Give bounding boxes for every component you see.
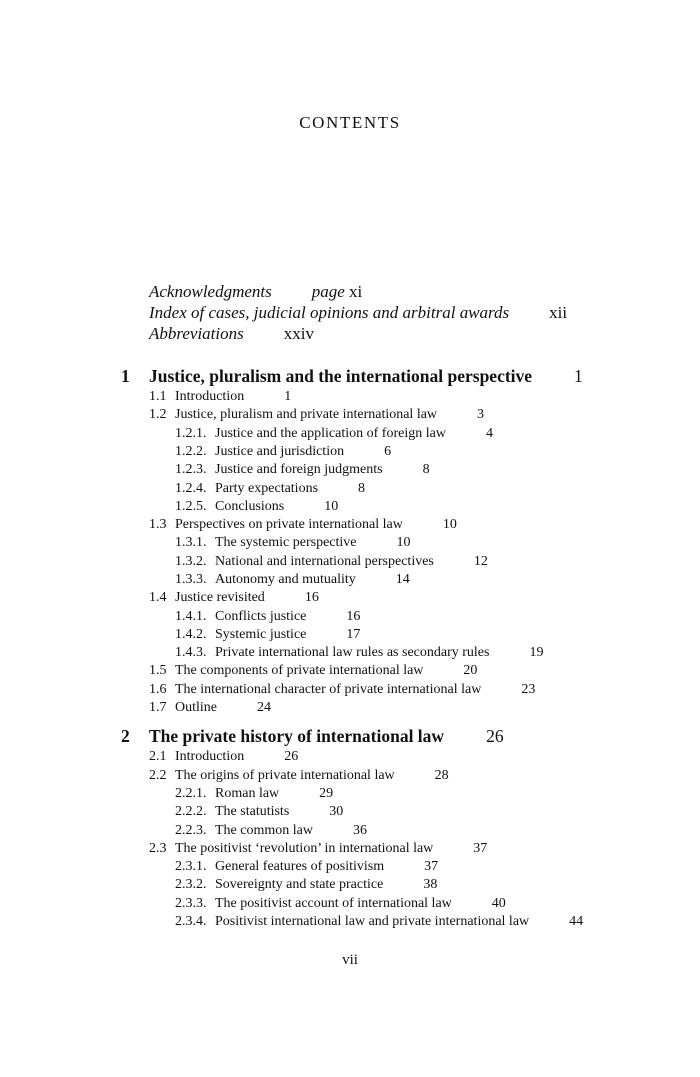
section-title: Outline (175, 700, 217, 715)
page-number: 26 (284, 749, 299, 764)
toc-section[interactable] (149, 663, 477, 679)
toc-subsection[interactable] (175, 481, 365, 497)
section-title: The origins of private international law (175, 768, 395, 783)
chapter-title: Justice, pluralism and the international perspective (149, 366, 533, 386)
toc-section[interactable] (149, 700, 271, 716)
subsection-number: 1.4.3. (175, 645, 207, 660)
toc-entry-index-of-cases[interactable] (149, 303, 567, 323)
chapter-title: The private history of international law (149, 726, 445, 746)
subsection-title: The statutists (215, 804, 290, 819)
toc-subsection[interactable] (175, 804, 343, 820)
subsection-number: 1.4.1. (175, 609, 207, 624)
page-number: 28 (434, 768, 449, 783)
toc-section[interactable] (149, 768, 449, 784)
page-number: 8 (422, 462, 430, 477)
toc-subsection[interactable] (175, 877, 437, 893)
toc-section[interactable] (149, 389, 291, 405)
subsection-title: Justice and jurisdiction (215, 444, 345, 459)
section-number: 2.1 (149, 749, 167, 764)
toc-subsection[interactable] (175, 609, 360, 625)
entry-title: Abbreviations (149, 324, 244, 343)
page-number: 3 (477, 407, 485, 422)
page-number: 4 (485, 426, 493, 441)
subsection-title: The positivist account of international law (215, 896, 452, 911)
subsection-title: Autonomy and mutuality (215, 572, 356, 587)
section-title: Justice, pluralism and private international law (175, 407, 438, 422)
toc-subsection[interactable] (175, 499, 338, 515)
toc-subsection[interactable] (175, 572, 410, 588)
subsection-title: Conflicts justice (215, 609, 307, 624)
chapter-number: 2 (121, 726, 130, 746)
page-number: 8 (358, 481, 366, 496)
section-title: Introduction (175, 389, 245, 404)
subsection-number: 1.2.4. (175, 481, 207, 496)
subsection-number: 1.4.2. (175, 627, 207, 642)
toc-subsection[interactable] (175, 896, 506, 912)
section-number: 2.2 (149, 768, 167, 783)
page-number: 44 (569, 914, 584, 929)
subsection-title: Roman law (215, 786, 280, 801)
subsection-number: 1.2.3. (175, 462, 207, 477)
subsection-number: 2.2.2. (175, 804, 207, 819)
subsection-title: Justice and the application of foreign law (215, 426, 446, 441)
chapter-number: 1 (121, 366, 130, 386)
section-number: 1.4 (149, 590, 167, 605)
subsection-title: Sovereignty and state practice (215, 877, 384, 892)
page-number: 24 (257, 700, 271, 715)
subsection-number: 1.2.1. (175, 426, 207, 441)
page-number: 38 (423, 877, 438, 892)
page-number: 1 (284, 389, 292, 404)
toc-subsection[interactable] (175, 859, 438, 875)
page-number: 14 (395, 572, 410, 587)
toc-subsection[interactable] (175, 914, 583, 930)
page-number: 30 (329, 804, 344, 819)
subsection-number: 1.3.1. (175, 535, 207, 550)
subsection-title: The systemic perspective (215, 535, 357, 550)
section-title: The positivist ‘revolution’ in international law (175, 841, 434, 856)
page-number: 17 (346, 627, 361, 642)
toc-chapter-1[interactable] (149, 366, 583, 387)
subsection-number: 2.3.1. (175, 859, 207, 874)
subsection-title: Private international law rules as secondary rules (215, 645, 490, 660)
subsection-title: Conclusions (215, 499, 285, 514)
page-number: 36 (352, 823, 367, 838)
section-number: 1.7 (149, 700, 167, 715)
section-title: Justice revisited (175, 590, 265, 605)
toc-subsection[interactable] (175, 535, 411, 551)
page-number: 16 (346, 609, 361, 624)
toc-subsection[interactable] (175, 554, 488, 570)
page-number: xi (349, 282, 363, 301)
page-number: 10 (396, 535, 411, 550)
toc-subsection[interactable] (175, 444, 391, 460)
page-number: 26 (486, 726, 504, 746)
entry-title: Acknowledgments (149, 282, 272, 301)
page-number: 16 (304, 590, 319, 605)
entry-title: Index of cases, judicial opinions and arbitral awards (149, 303, 510, 322)
subsection-title: General features of positivism (215, 859, 385, 874)
page-number: xxiv (283, 324, 314, 343)
page-number: 19 (529, 645, 544, 660)
page-number: xii (549, 303, 568, 322)
toc-section[interactable] (149, 749, 298, 765)
page-number: 10 (324, 499, 339, 514)
page-folio: vii (342, 952, 358, 968)
page-number: 1 (574, 366, 583, 386)
toc-section[interactable] (149, 682, 535, 698)
toc-chapter-2[interactable] (149, 726, 504, 747)
section-number: 2.3 (149, 841, 167, 856)
subsection-number: 1.3.3. (175, 572, 207, 587)
toc-section[interactable] (149, 517, 457, 533)
section-title: The international character of private international law (175, 682, 482, 697)
toc-subsection[interactable] (175, 426, 493, 442)
subsection-number: 1.3.2. (175, 554, 207, 569)
section-number: 1.5 (149, 663, 167, 678)
page-title: CONTENTS (299, 113, 401, 132)
toc-entry-abbreviations[interactable] (149, 324, 314, 344)
section-title: Perspectives on private international law (175, 517, 403, 532)
toc-subsection[interactable] (175, 645, 543, 661)
subsection-title: Positivist international law and private international law (215, 914, 530, 929)
subsection-title: The common law (215, 823, 313, 838)
page-number: 12 (473, 554, 488, 569)
section-title: The components of private international law (175, 663, 424, 678)
subsection-number: 2.2.1. (175, 786, 207, 801)
toc-subsection[interactable] (175, 823, 367, 839)
subsection-number: 2.3.4. (175, 914, 207, 929)
toc-section[interactable] (149, 590, 319, 606)
section-number: 1.1 (149, 389, 167, 404)
subsection-number: 1.2.2. (175, 444, 207, 459)
toc-subsection[interactable] (175, 786, 333, 802)
subsection-number: 1.2.5. (175, 499, 207, 514)
page-number: 10 (442, 517, 457, 532)
subsection-title: Systemic justice (215, 627, 307, 642)
page-number: 37 (473, 841, 488, 856)
page-number: 20 (463, 663, 478, 678)
toc-subsection[interactable] (175, 627, 360, 643)
toc-section[interactable] (149, 407, 484, 423)
subsection-title: National and international perspectives (215, 554, 434, 569)
page-number: 40 (491, 896, 506, 911)
section-number: 1.6 (149, 682, 167, 697)
subsection-title: Justice and foreign judgments (215, 462, 383, 477)
page-number: 23 (521, 682, 536, 697)
page-number: 29 (319, 786, 334, 801)
page-prefix: page (311, 282, 345, 301)
toc-entry-acknowledgments[interactable] (149, 282, 362, 302)
toc-subsection[interactable] (175, 462, 430, 478)
subsection-title: Party expectations (215, 481, 319, 496)
subsection-number: 2.2.3. (175, 823, 207, 838)
section-number: 1.2 (149, 407, 167, 422)
subsection-number: 2.3.2. (175, 877, 207, 892)
page-number: 6 (384, 444, 392, 459)
page-number: 37 (424, 859, 439, 874)
section-number: 1.3 (149, 517, 167, 532)
toc-section[interactable] (149, 841, 487, 857)
section-title: Introduction (175, 749, 245, 764)
subsection-number: 2.3.3. (175, 896, 207, 911)
